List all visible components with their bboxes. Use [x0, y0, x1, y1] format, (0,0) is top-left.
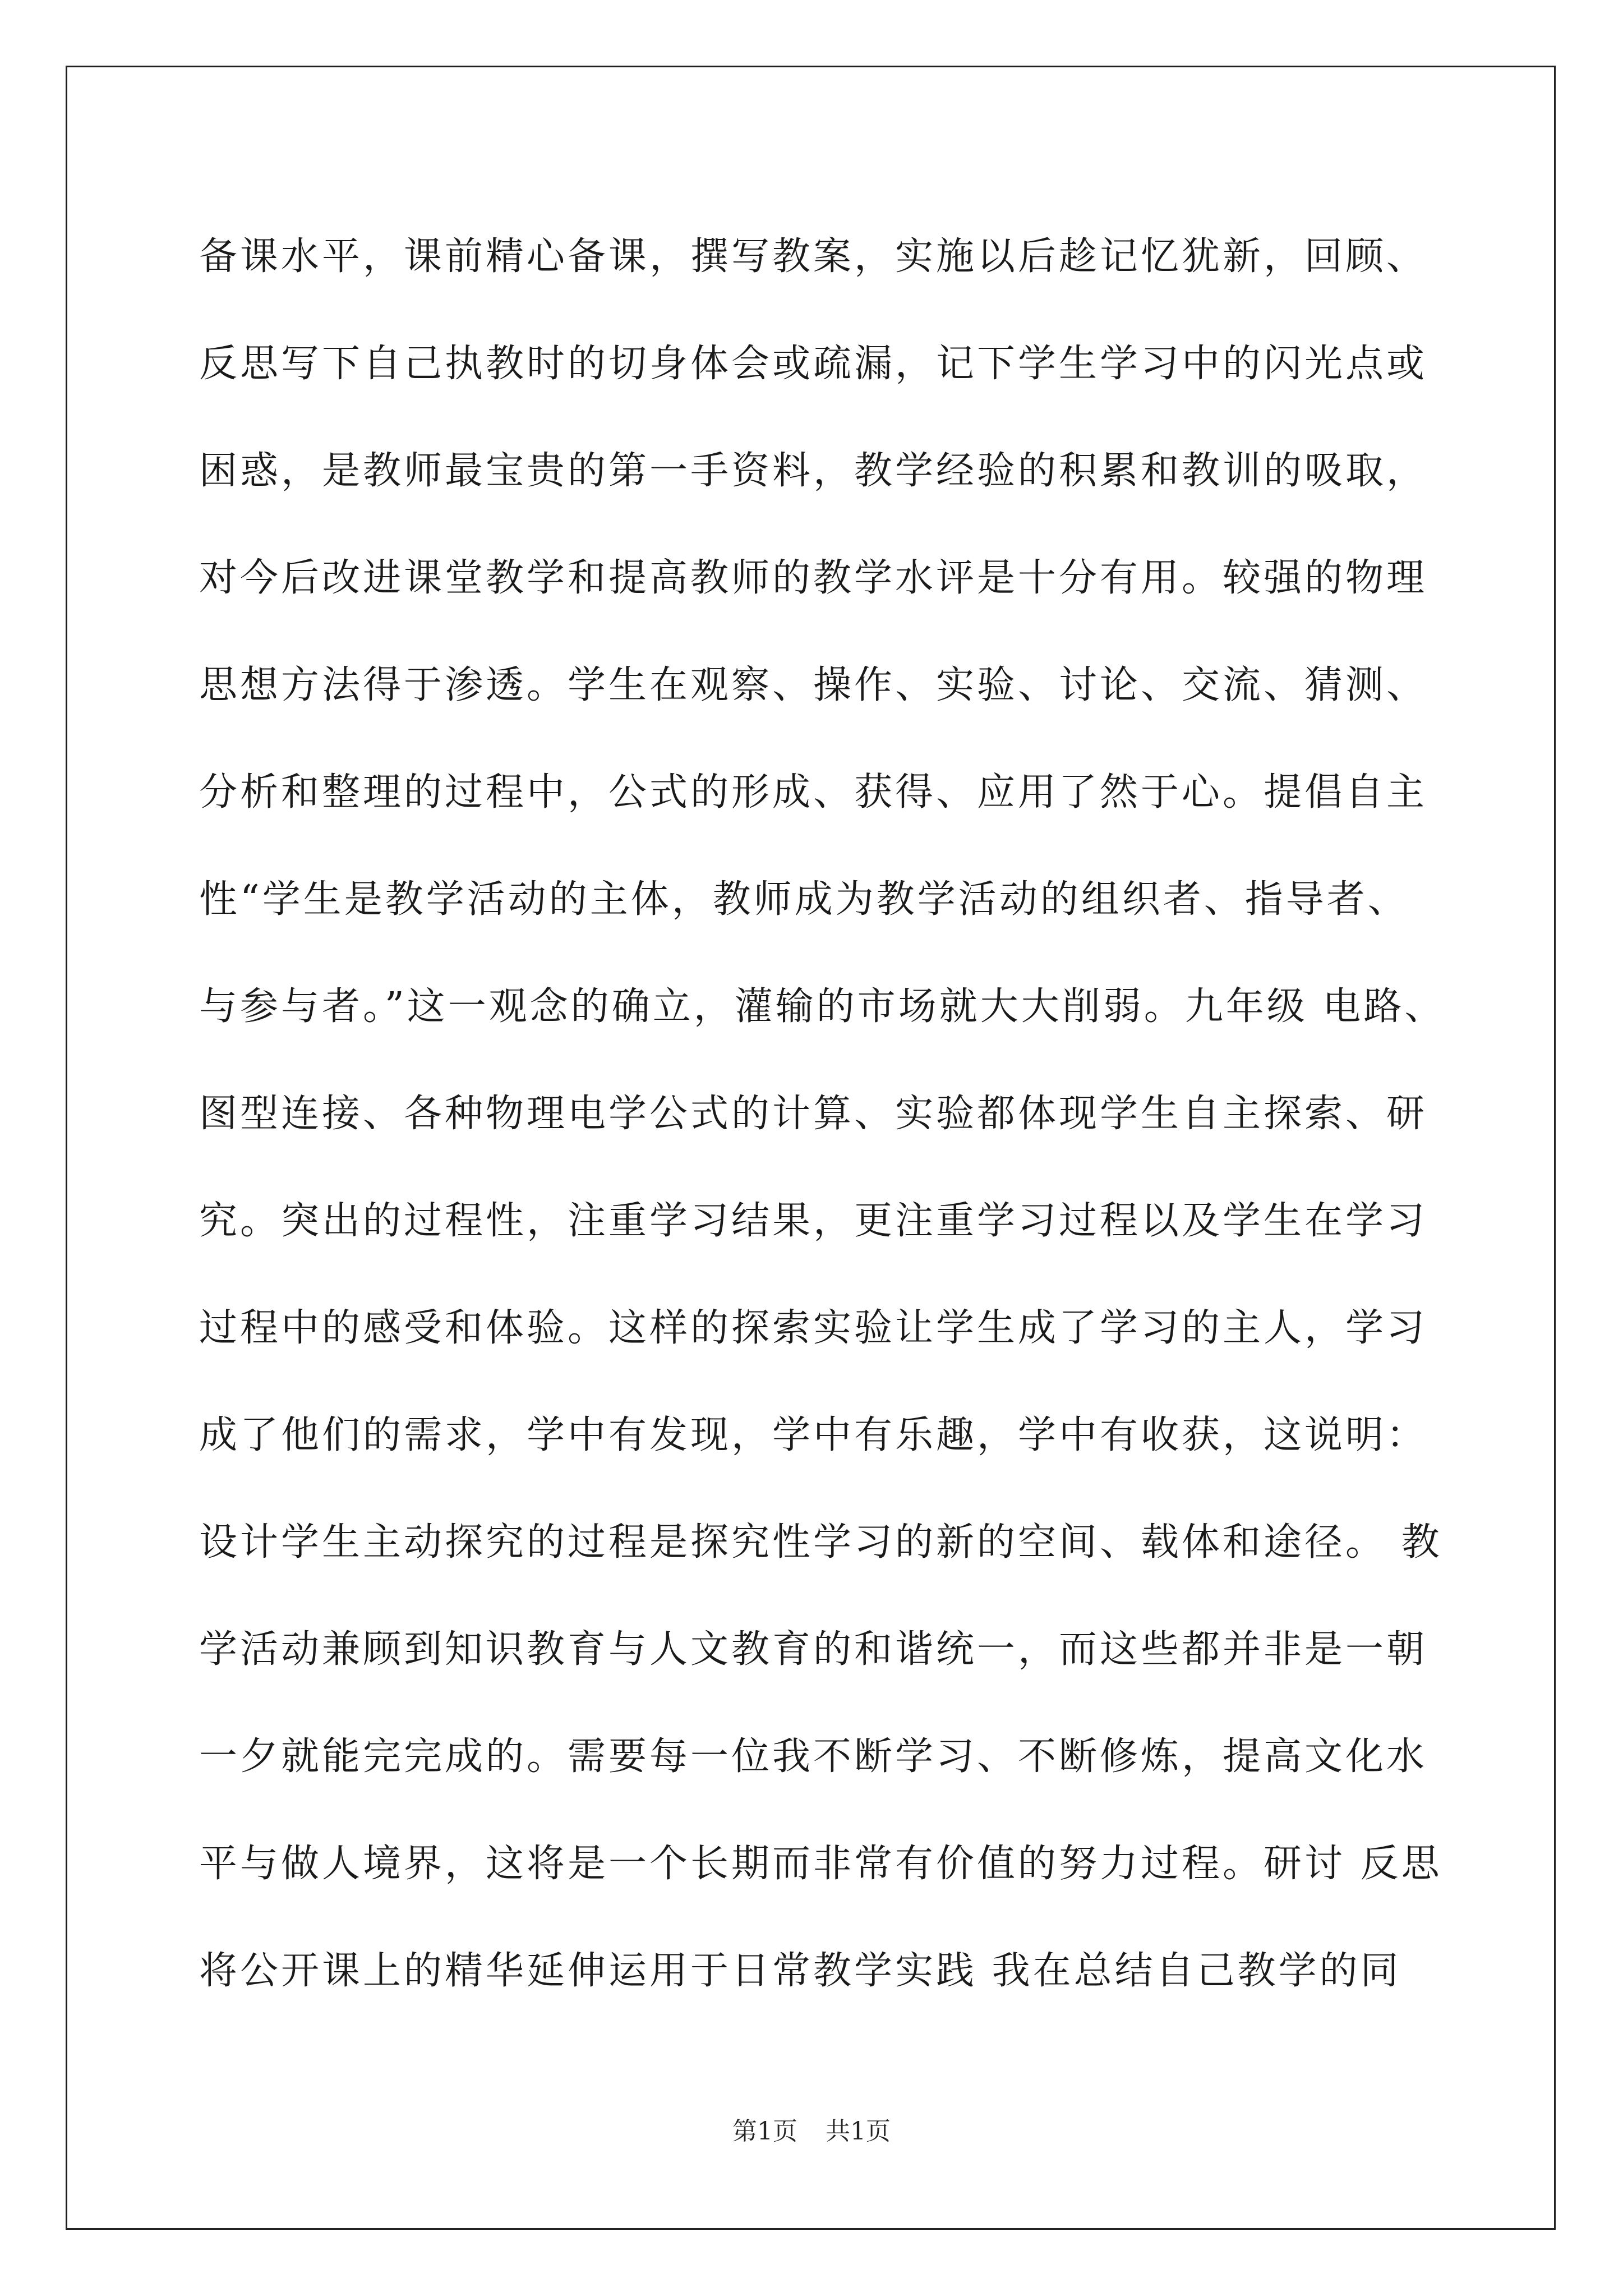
text-line: 分析和整理的过程中，公式的形成、获得、应用了然于心。提倡自主	[199, 770, 1428, 815]
text-line: 性“学生是教学活动的主体，教师成为教学活动的组织者、指导者、	[199, 877, 1409, 922]
text-line: 对今后改进课堂教学和提高教师的教学水评是十分有用。较强的物理	[199, 556, 1428, 600]
body-text	[199, 203, 1450, 2024]
text-line: 设计学生主动探究的过程是探究性学习的新的空间、载体和途径。 教	[199, 1520, 1442, 1565]
page-footer	[0, 2115, 1623, 2148]
text-line: 一夕就能完完成的。需要每一位我不断学习、不断修炼，提高文化水	[199, 1734, 1428, 1779]
text-line: 困惑，是教师最宝贵的第一手资料，教学经验的积累和教训的吸取，	[199, 449, 1428, 493]
page-number: 第1页	[732, 2117, 797, 2146]
text-line: 学活动兼顾到知识教育与人文教育的和谐统一，而这些都并非是一朝	[199, 1627, 1428, 1672]
text-line: 成了他们的需求，学中有发现，学中有乐趣，学中有收获，这说明：	[199, 1413, 1428, 1457]
text-line: 反思写下自己执教时的切身体会或疏漏，记下学生学习中的闪光点或	[199, 342, 1428, 386]
page-total: 共1页	[826, 2117, 891, 2146]
text-line: 究。突出的过程性，注重学习结果，更注重学习过程以及学生在学习	[199, 1199, 1428, 1243]
text-line: 过程中的感受和体验。这样的探索实验让学生成了学习的主人，学习	[199, 1306, 1428, 1350]
text-line: 与参与者。”这一观念的确立，灌输的市场就大大削弱。九年级 电路、	[199, 984, 1446, 1029]
text-line: 平与做人境界，这将是一个长期而非常有价值的努力过程。研讨 反思	[199, 1842, 1442, 1886]
text-line: 思想方法得于渗透。学生在观察、操作、实验、讨论、交流、猜测、	[199, 663, 1428, 707]
text-line: 图型连接、各种物理电学公式的计算、实验都体现学生自主探索、研	[199, 1092, 1428, 1136]
text-line: 将公开课上的精华延伸运用于日常教学实践 我在总结自己教学的同	[199, 1949, 1401, 1993]
text-line: 备课水平，课前精心备课，撰写教案，实施以后趁记忆犹新，回顾、	[199, 234, 1428, 279]
